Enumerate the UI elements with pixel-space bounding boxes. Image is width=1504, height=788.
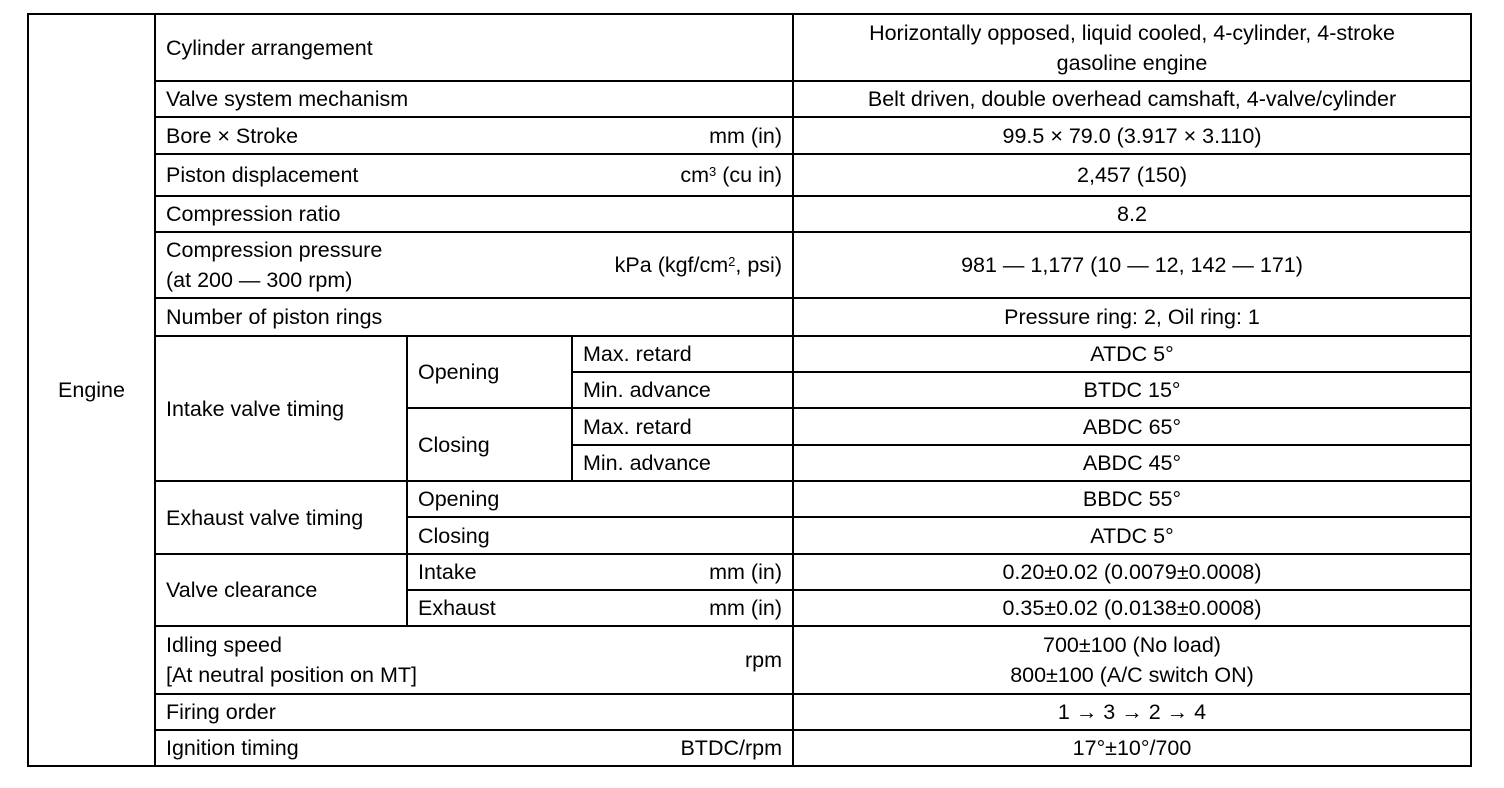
row-idling-speed: [28, 626, 1471, 694]
row-valve-clearance-intake: [28, 554, 1471, 590]
piston-displacement-label: Piston displacement: [166, 163, 359, 187]
idling-speed-cell: [155, 626, 793, 694]
valve-clearance-exhaust-cell: [407, 590, 793, 626]
compression-pressure-value: 981 — 1,177 (10 — 12, 142 — 171): [793, 232, 1471, 298]
piston-displacement-unit: $cm^3$ (cu in): [680, 163, 782, 187]
idling-speed-value: [793, 626, 1471, 694]
row-ignition-timing: [28, 730, 1471, 766]
valve-clearance-intake-label: Intake: [418, 560, 477, 584]
valve-clearance-exhaust-unit: mm (in): [709, 596, 782, 620]
intake-opening-max-retard-value: ATDC 5°: [793, 336, 1471, 372]
valve-clearance-intake-cell: [407, 554, 793, 590]
valve-clearance-intake-unit: mm (in): [709, 560, 782, 584]
row-bore-stroke: [28, 117, 1471, 154]
valve-system-value: Belt driven, double overhead camshaft, 4-valve/cylinder: [793, 81, 1471, 117]
idling-speed-value-line1: 700±100 (No load): [1043, 633, 1221, 657]
valve-system-label: Valve system mechanism: [155, 81, 793, 117]
engine-spec-table: [27, 13, 1472, 767]
intake-valve-timing-label: Intake valve timing: [155, 336, 407, 481]
section-label-engine: Engine: [28, 14, 155, 766]
ignition-timing-value: 17°±10°/700: [793, 730, 1471, 766]
intake-opening-max-retard-label: Max. retard: [572, 336, 793, 372]
row-compression-ratio: [28, 196, 1471, 232]
row-compression-pressure: [28, 232, 1471, 298]
cylinder-arrangement-value-line2: gasoline engine: [1056, 50, 1208, 75]
cylinder-arrangement-label: Cylinder arrangement: [155, 14, 793, 81]
ignition-timing-cell: [155, 730, 793, 766]
bore-stroke-value: 99.5 × 79.0 (3.917 × 3.110): [793, 117, 1471, 154]
cylinder-arrangement-value: [793, 14, 1471, 81]
exhaust-closing-label: Closing: [407, 517, 793, 554]
compression-pressure-label: Compression pressure (at 200 — 300 rpm): [166, 238, 383, 292]
idling-speed-unit: rpm: [744, 648, 782, 672]
valve-clearance-exhaust-value: 0.35±0.02 (0.0138±0.0008): [793, 590, 1471, 626]
exhaust-valve-timing-label: Exhaust valve timing: [155, 481, 407, 554]
piston-displacement-value: 2,457 (150): [793, 154, 1471, 196]
valve-clearance-intake-value: 0.20±0.02 (0.0079±0.0008): [793, 554, 1471, 590]
intake-closing-min-advance-value: ABDC 45°: [793, 445, 1471, 481]
row-intake-opening-max-retard: [28, 336, 1471, 372]
intake-opening-label: Opening: [407, 336, 572, 408]
row-firing-order: [28, 694, 1471, 730]
piston-rings-label: Number of piston rings: [155, 298, 793, 336]
intake-opening-min-advance-value: BTDC 15°: [793, 372, 1471, 408]
intake-closing-max-retard-value: ABDC 65°: [793, 408, 1471, 445]
intake-closing-max-retard-label: Max. retard: [572, 408, 793, 445]
compression-ratio-label: Compression ratio: [155, 196, 793, 232]
row-exhaust-opening: [28, 481, 1471, 517]
valve-clearance-label: Valve clearance: [155, 554, 407, 626]
row-piston-displacement: [28, 154, 1471, 196]
row-piston-rings: [28, 298, 1471, 336]
compression-pressure-cell: [155, 232, 793, 298]
compression-pressure-unit: kPa ($kgf/cm^2$, psi): [614, 253, 782, 277]
compression-ratio-value: 8.2: [793, 196, 1471, 232]
row-valve-system: [28, 81, 1471, 117]
piston-displacement-cell: [155, 154, 793, 196]
intake-closing-min-advance-label: Min. advance: [572, 445, 793, 481]
cylinder-arrangement-value-line1: Horizontally opposed, liquid cooled, 4-cylinder, 4-stroke: [869, 20, 1395, 45]
row-cylinder-arrangement: [28, 14, 1471, 81]
intake-closing-label: Closing: [407, 408, 572, 481]
firing-order-label: Firing order: [155, 694, 793, 730]
valve-clearance-exhaust-label: Exhaust: [418, 596, 496, 620]
idling-speed-value-line2: 800±100 (A/C switch ON): [1010, 663, 1254, 687]
firing-order-value: 1 → 3 → 2 → 4: [793, 694, 1471, 730]
bore-stroke-unit: mm (in): [709, 123, 782, 148]
ignition-timing-label: Ignition timing: [166, 736, 299, 760]
bore-stroke-cell: [155, 117, 793, 154]
piston-rings-value: Pressure ring: 2, Oil ring: 1: [793, 298, 1471, 336]
idling-speed-label: Idling speed [At neutral position on MT]: [166, 633, 417, 687]
exhaust-closing-value: ATDC 5°: [793, 517, 1471, 554]
exhaust-opening-label: Opening: [407, 481, 793, 517]
exhaust-opening-value: BBDC 55°: [793, 481, 1471, 517]
ignition-timing-unit: BTDC/rpm: [680, 736, 782, 760]
bore-stroke-label: Bore × Stroke: [166, 123, 299, 148]
intake-opening-min-advance-label: Min. advance: [572, 372, 793, 408]
